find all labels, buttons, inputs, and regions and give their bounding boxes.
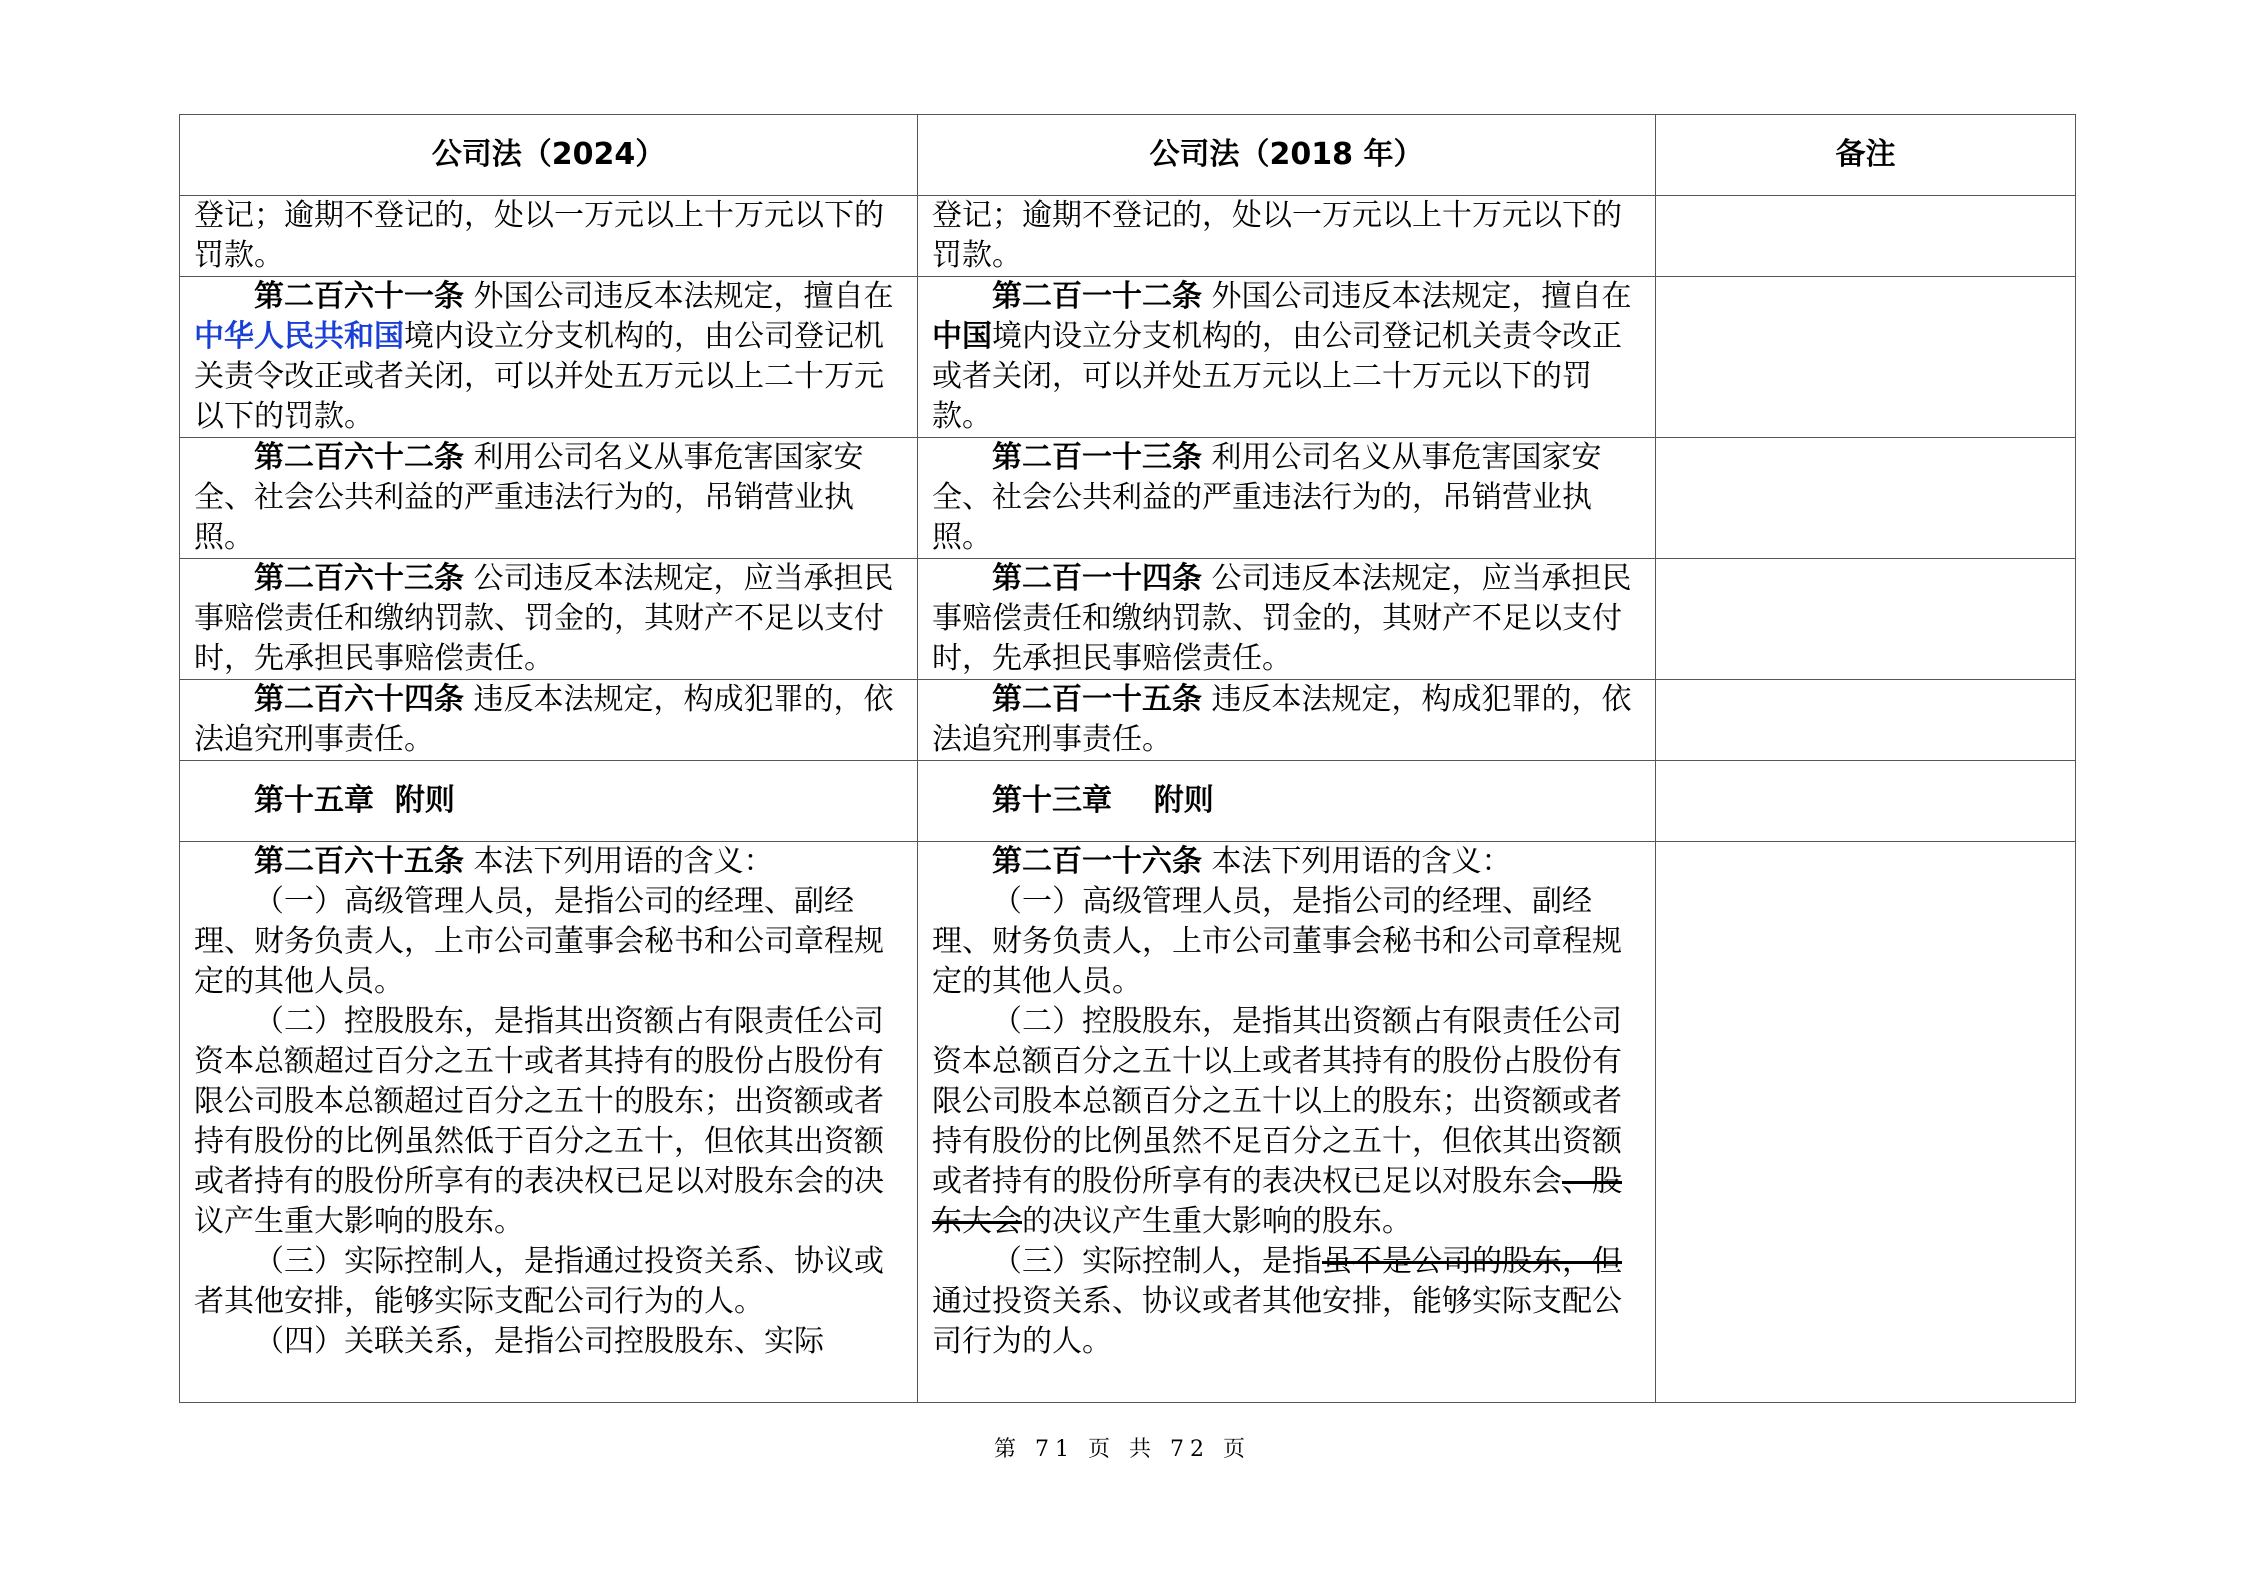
paragraph bbox=[194, 1002, 903, 1242]
clause-text: （一）高级管理人员，是指公司的经理、副经理、财务负责人，上市公司董事会秘书和公司章程规定的其他人员。 bbox=[932, 884, 1622, 999]
cell-remarks bbox=[1656, 842, 2076, 1403]
clause-text: 登记；逾期不登记的，处以一万元以上十万元以下的罚款。 bbox=[932, 198, 1622, 273]
article-number: 第二百一十六条 bbox=[992, 844, 1202, 879]
table-row bbox=[180, 842, 2076, 1403]
clause-text: 外国公司违反本法规定，擅自在 bbox=[464, 279, 894, 314]
cell-remarks bbox=[1656, 277, 2076, 438]
cell-2024 bbox=[180, 196, 918, 277]
paragraph bbox=[194, 438, 903, 558]
clause-text: 本法下列用语的含义： bbox=[1202, 844, 1512, 879]
paragraph bbox=[932, 277, 1641, 437]
cell-2024 bbox=[180, 559, 918, 680]
chapter-row bbox=[180, 761, 2076, 842]
paragraph bbox=[194, 680, 903, 760]
clause-text: （三）实际控制人，是指 bbox=[992, 1244, 1322, 1279]
clause-text: 违反本法规定，构成犯罪的，依法追究刑事责任。 bbox=[194, 682, 894, 757]
cell-2018 bbox=[918, 438, 1656, 559]
header-2018: 公司法（2018 年） bbox=[918, 115, 1656, 196]
paragraph bbox=[932, 1002, 1641, 1242]
paragraph bbox=[932, 559, 1641, 679]
header-row bbox=[180, 115, 2076, 196]
cell-2024 bbox=[180, 438, 918, 559]
chapter-2018 bbox=[918, 761, 1656, 842]
clause-text: 外国公司违反本法规定，擅自在 bbox=[1202, 279, 1632, 314]
cell-remarks bbox=[1656, 559, 2076, 680]
clause-text: 公司违反本法规定，应当承担民事赔偿责任和缴纳罚款、罚金的，其财产不足以支付时，先承担民事赔偿责任。 bbox=[194, 561, 894, 676]
paragraph bbox=[194, 1322, 903, 1362]
article-number: 第二百一十三条 bbox=[992, 440, 1202, 475]
header-2024: 公司法（2024） bbox=[180, 115, 918, 196]
paragraph bbox=[932, 882, 1641, 1002]
article-number: 第二百六十四条 bbox=[254, 682, 464, 717]
clause-text: （二）控股股东，是指其出资额占有限责任公司资本总额超过百分之五十或者其持有的股份占股份有限公司股本总额超过百分之五十的股东；出资额或者持有股份的比例虽然低于百分之五十，但依其出资额或者持有的股份所享有的表决权已足以对股东会的决议产生重大影响的股东。 bbox=[194, 1004, 884, 1239]
changed-text: 中华人民共和国 bbox=[194, 319, 404, 354]
paragraph bbox=[194, 1242, 903, 1322]
paragraph bbox=[194, 559, 903, 679]
cell-remarks bbox=[1656, 761, 2076, 842]
table-row bbox=[180, 680, 2076, 761]
clause-text: 通过投资关系、协议或者其他安排，能够实际支配公司行为的人。 bbox=[932, 1284, 1622, 1359]
clause-text: 的决议产生重大影响的股东。 bbox=[1022, 1204, 1412, 1239]
article-number: 第二百一十二条 bbox=[992, 279, 1202, 314]
clause-text: 公司违反本法规定，应当承担民事赔偿责任和缴纳罚款、罚金的，其财产不足以支付时，先承担民事赔偿责任。 bbox=[932, 561, 1632, 676]
paragraph bbox=[932, 680, 1641, 760]
cell-2018 bbox=[918, 842, 1656, 1403]
cell-remarks bbox=[1656, 196, 2076, 277]
page-footer: 第 71 页 共 72 页 bbox=[994, 1437, 1251, 1462]
article-number: 第二百六十一条 bbox=[254, 279, 464, 314]
paragraph bbox=[194, 882, 903, 1002]
article-number: 第二百六十二条 bbox=[254, 440, 464, 475]
clause-text: 境内设立分支机构的，由公司登记机关责令改正或者关闭，可以并处五万元以上二十万元以下的罚款。 bbox=[194, 319, 884, 434]
cell-remarks bbox=[1656, 680, 2076, 761]
paragraph bbox=[932, 438, 1641, 558]
article-number: 中国 bbox=[932, 319, 992, 354]
paragraph bbox=[932, 1242, 1641, 1362]
table-row bbox=[180, 277, 2076, 438]
clause-text: 利用公司名义从事危害国家安全、社会公共利益的严重违法行为的，吊销营业执照。 bbox=[932, 440, 1602, 555]
article-number: 第二百六十五条 bbox=[254, 844, 464, 879]
deleted-text: 、股东大会 bbox=[932, 1164, 1622, 1239]
cell-2024 bbox=[180, 277, 918, 438]
cell-2024 bbox=[180, 842, 918, 1403]
clause-text: 违反本法规定，构成犯罪的，依法追究刑事责任。 bbox=[932, 682, 1632, 757]
paragraph bbox=[932, 842, 1641, 882]
paragraph bbox=[194, 277, 903, 437]
clause-text: （四）关联关系，是指公司控股股东、实际 bbox=[254, 1324, 824, 1359]
clause-text: （一）高级管理人员，是指公司的经理、副经理、财务负责人，上市公司董事会秘书和公司章程规定的其他人员。 bbox=[194, 884, 884, 999]
clause-text: （二）控股股东，是指其出资额占有限责任公司资本总额百分之五十以上或者其持有的股份占股份有限公司股本总额百分之五十以上的股东；出资额或者持有股份的比例虽然不足百分之五十，但依其出资额或者持有的股份所享有的表决权已足以对股东会 bbox=[932, 1004, 1622, 1199]
clause-text: （三）实际控制人，是指通过投资关系、协议或者其他安排，能够实际支配公司行为的人。 bbox=[194, 1244, 884, 1319]
paragraph bbox=[194, 196, 903, 276]
chapter-heading: 第十三章 附则 bbox=[992, 783, 1214, 818]
article-number: 第二百一十四条 bbox=[992, 561, 1202, 596]
cell-2018 bbox=[918, 559, 1656, 680]
clause-text: 利用公司名义从事危害国家安全、社会公共利益的严重违法行为的，吊销营业执照。 bbox=[194, 440, 864, 555]
header-remarks: 备注 bbox=[1656, 115, 2076, 196]
article-number: 第二百一十五条 bbox=[992, 682, 1202, 717]
cell-2018 bbox=[918, 277, 1656, 438]
clause-text: 登记；逾期不登记的，处以一万元以上十万元以下的罚款。 bbox=[194, 198, 884, 273]
cell-2024 bbox=[180, 680, 918, 761]
cell-remarks bbox=[1656, 438, 2076, 559]
table-row bbox=[180, 438, 2076, 559]
deleted-text: 虽不是公司的股东，但 bbox=[1322, 1244, 1622, 1279]
chapter-heading: 第十五章 附则 bbox=[254, 783, 455, 818]
chapter-2024 bbox=[180, 761, 918, 842]
comparison-table bbox=[179, 114, 2076, 1403]
clause-text: 境内设立分支机构的，由公司登记机关责令改正或者关闭，可以并处五万元以上二十万元以下的罚款。 bbox=[932, 319, 1622, 434]
clause-text: 本法下列用语的含义： bbox=[464, 844, 774, 879]
table-row bbox=[180, 559, 2076, 680]
article-number: 第二百六十三条 bbox=[254, 561, 464, 596]
cell-2018 bbox=[918, 680, 1656, 761]
cell-2018 bbox=[918, 196, 1656, 277]
paragraph bbox=[932, 196, 1641, 276]
table-row bbox=[180, 196, 2076, 277]
paragraph bbox=[194, 842, 903, 882]
